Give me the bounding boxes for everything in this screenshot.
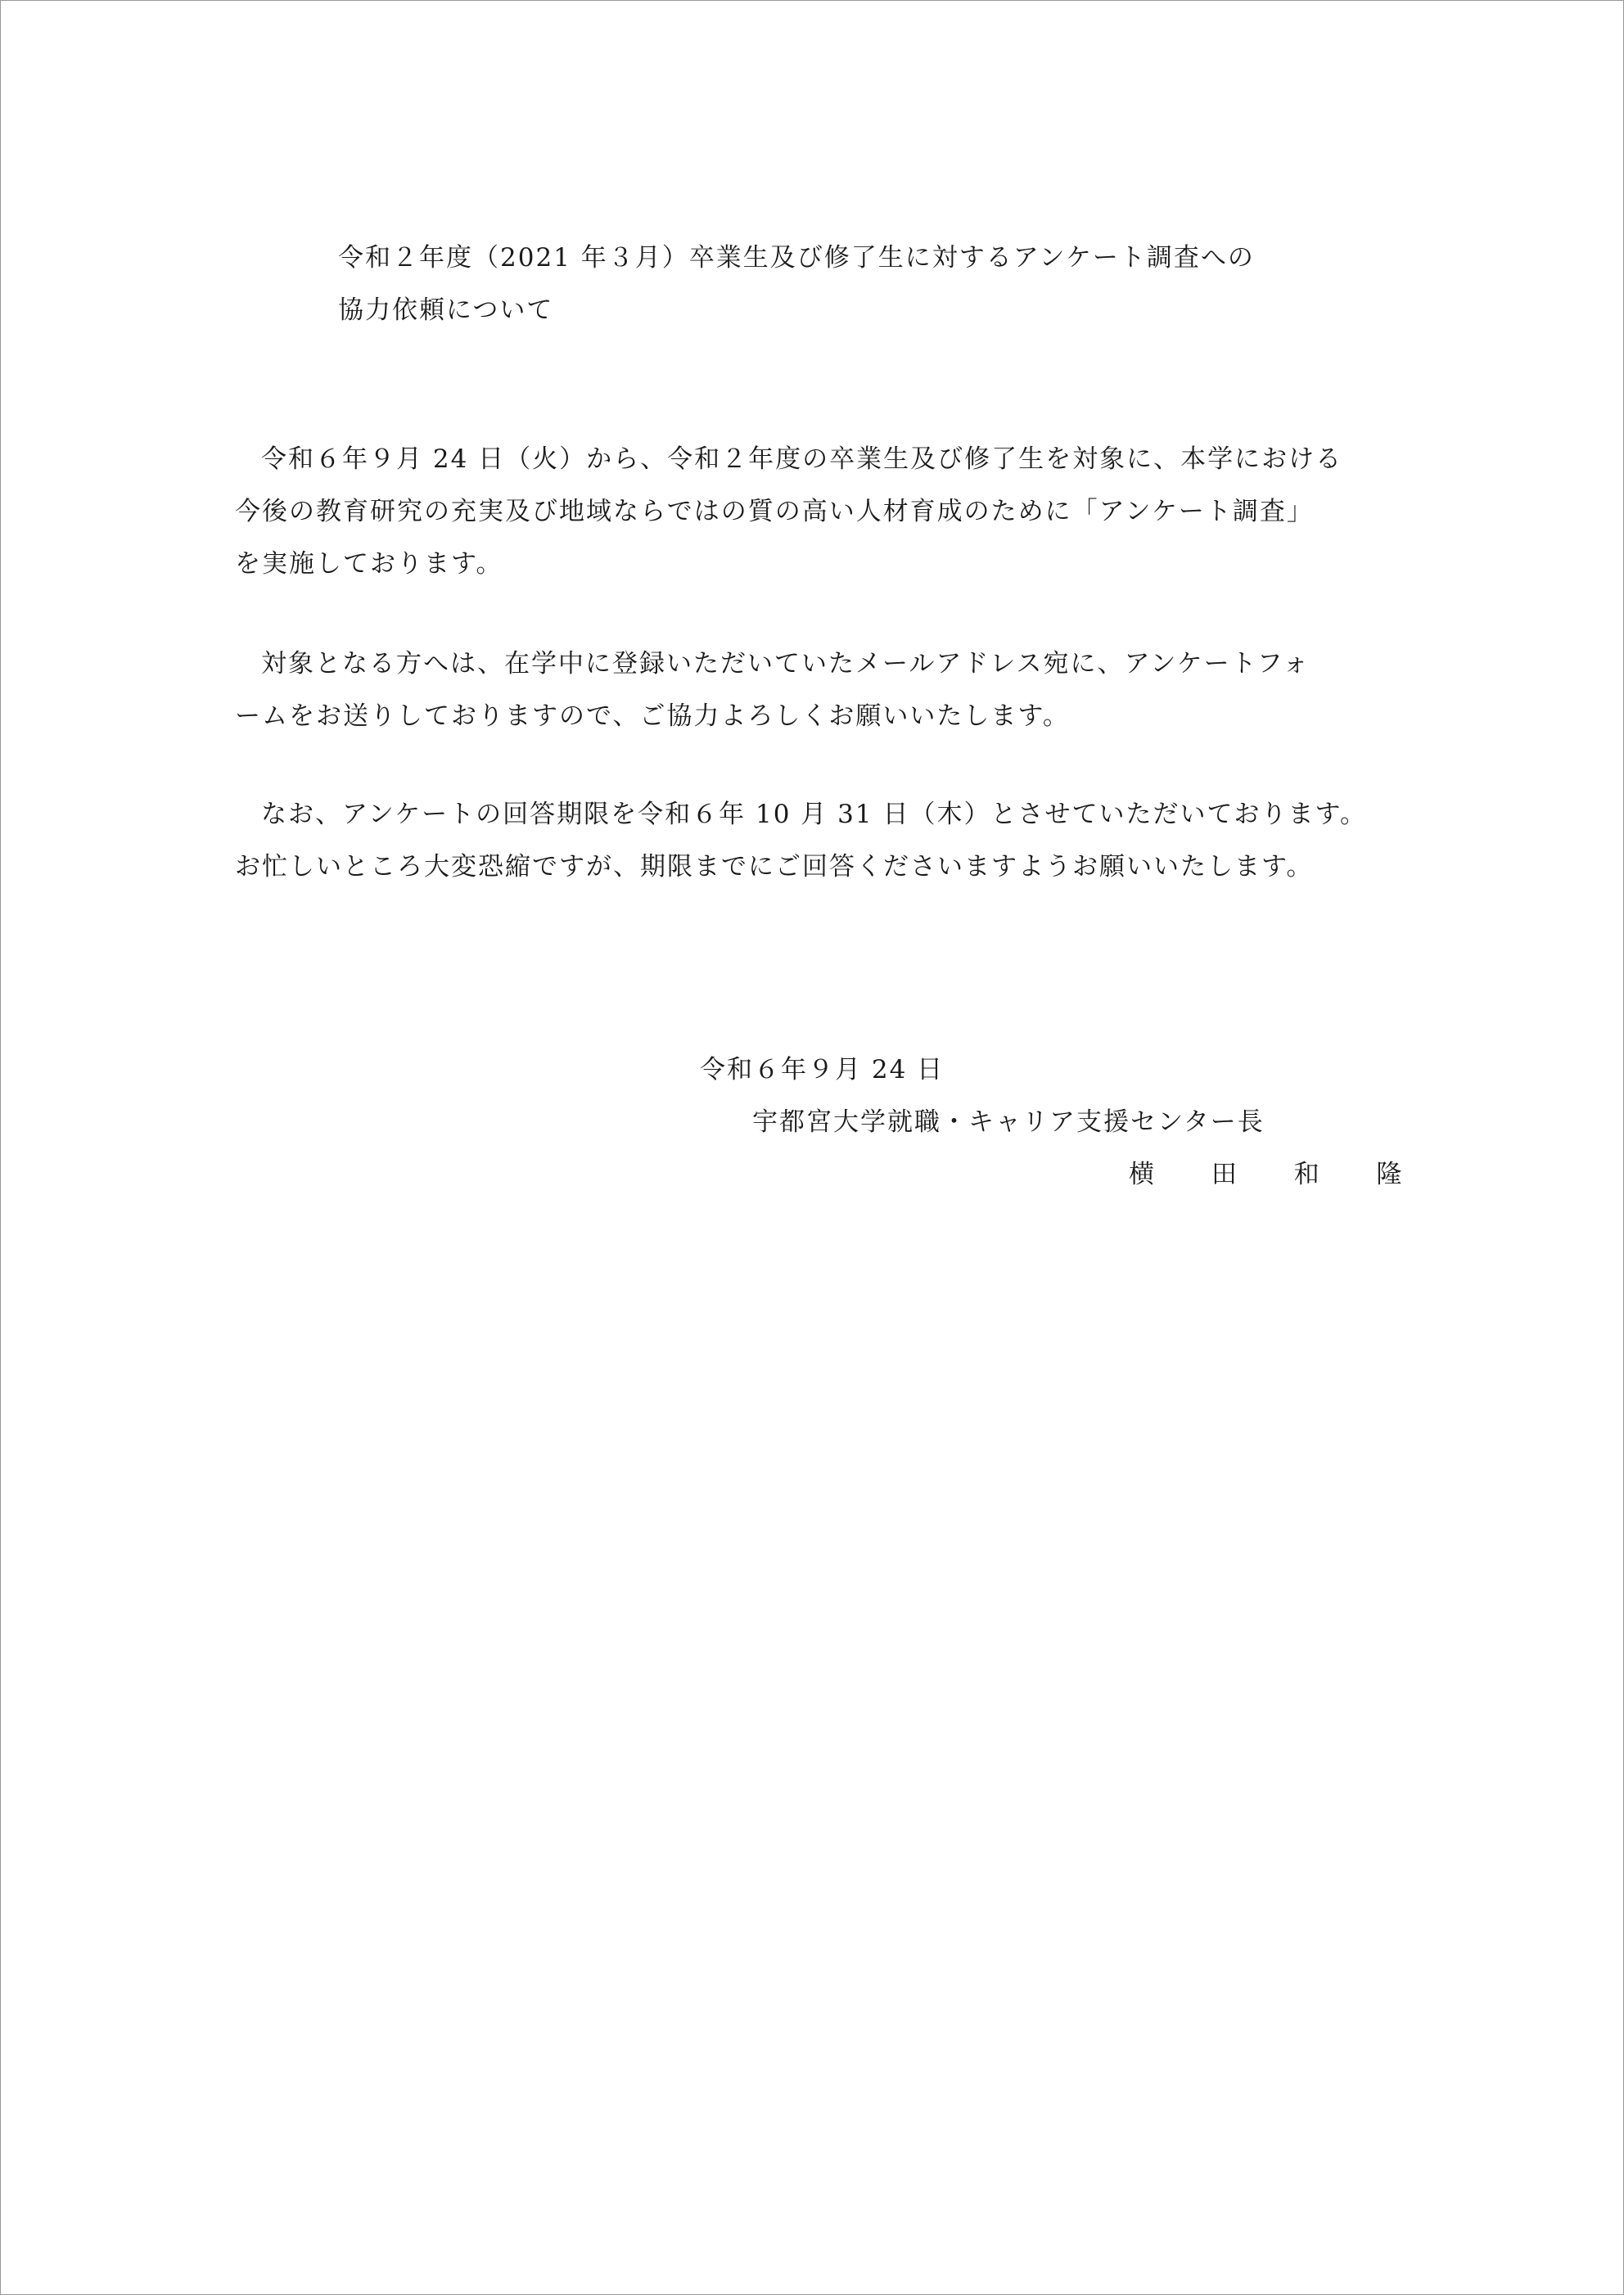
signature-organization: 宇都宮大学就職・キャリア支援センター長 xyxy=(752,1107,1265,1137)
paragraph-2-line-2: ームをお送りしておりますので、ご協力よろしくお願いいたします。 xyxy=(235,701,1070,731)
paragraph-3-line-1: なお、アンケートの回答期限を令和６年 10 月 31 日（木）とさせていただいております。 xyxy=(261,800,1367,829)
paragraph-1-line-1: 令和６年９月 24 日（火）から、令和２年度の卒業生及び修了生を対象に、本学における xyxy=(261,444,1343,474)
signature-date: 令和６年９月 24 日 xyxy=(700,1055,945,1084)
document-title-line-1: 令和２年度（2021 年３月）卒業生及び修了生に対するアンケート調査への xyxy=(338,243,1255,273)
paragraph-1-line-3: を実施しております。 xyxy=(235,549,503,579)
paragraph-2-line-1: 対象となる方へは、在学中に登録いただいていたメールアドレス宛に、アンケートフォ xyxy=(261,649,1310,679)
paragraph-3-line-2: お忙しいところ大変恐縮ですが、期限までにご回答くださいますようお願いいたします。 xyxy=(235,852,1314,881)
signature-name: 横 田 和 隆 xyxy=(1129,1160,1427,1189)
paragraph-1-line-2: 今後の教育研究の充実及び地域ならではの質の高い人材育成のために「アンケート調査」 xyxy=(235,497,1314,526)
document-title-line-2: 協力依頼について xyxy=(338,295,554,325)
